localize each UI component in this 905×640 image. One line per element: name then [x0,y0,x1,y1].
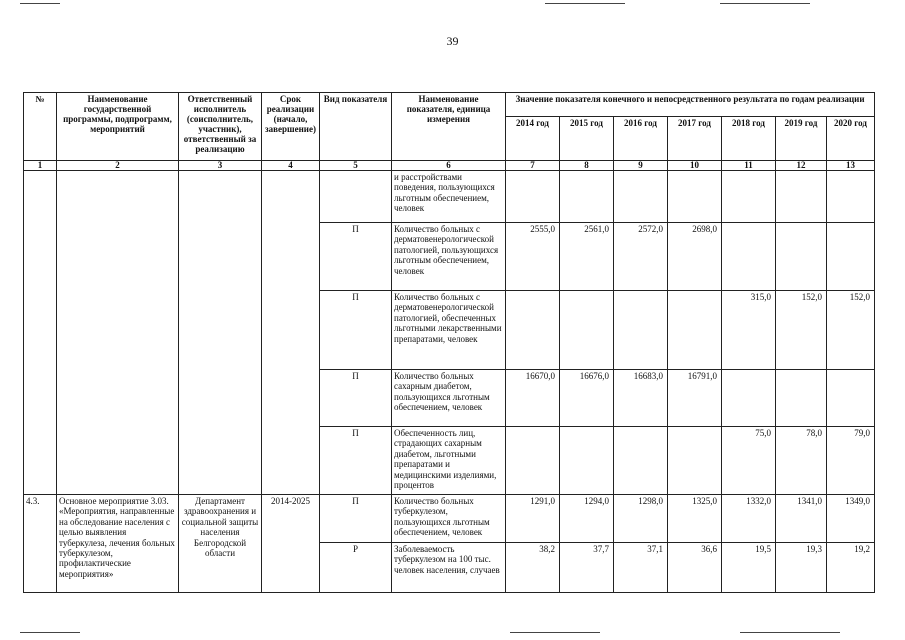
table-row [24,171,875,223]
cell-value [776,370,827,427]
column-number: 1 [24,161,57,171]
header-row-1 [24,93,875,117]
cell-value: 2555,0 [506,223,560,291]
cell-value: 1332,0 [722,495,776,543]
cell-value: 315,0 [722,291,776,370]
cell-value: 19,5 [722,543,776,593]
cell-value: 2561,0 [560,223,614,291]
cell-value: 1325,0 [668,495,722,543]
cell-indicator-type: П [320,495,392,543]
cell-indicator-name: Количество больных с дерматовенерологической патологией, обеспеченных льготными лекарственными препаратами, человек [392,291,506,370]
cell-section-name: Основное мероприятие 3.03. «Мероприятия, направленные на обследование населения с целью выявления туберкулеза, лечения больных туберкулезом, профилактические мероприятия» [57,495,179,593]
cell-indicator-name: и расстройствами поведения, пользующихся льготным обеспечением, человек [392,171,506,223]
column-number: 3 [179,161,262,171]
header-year: 2016 год [614,117,668,161]
top-rule-left [20,3,60,4]
cell-value [827,223,875,291]
column-number: 5 [320,161,392,171]
cell-value [722,223,776,291]
page-number: 39 [446,34,459,48]
cell-value [668,291,722,370]
cell-value [614,171,668,223]
header-executor: Ответственный исполнитель (соисполнитель, участник), ответственный за реализацию [179,93,262,161]
cell-value: 37,1 [614,543,668,593]
cell-value: 1291,0 [506,495,560,543]
cell-value: 19,3 [776,543,827,593]
cell-indicator-type: П [320,223,392,291]
cell-value: 16676,0 [560,370,614,427]
cell-executor-empty [179,171,262,495]
column-number: 6 [392,161,506,171]
cell-indicator-name: Заболеваемость туберкулезом на 100 тыс. человек населения, случаев [392,543,506,593]
header-year: 2020 год [827,117,875,161]
header-indicator-name: Наименование показателя, единица измерения [392,93,506,161]
cell-value: 2572,0 [614,223,668,291]
bottom-rule-right [740,632,840,633]
cell-value: 1349,0 [827,495,875,543]
header-year: 2017 год [668,117,722,161]
cell-indicator-name: Количество больных сахарным диабетом, пользующихся льготным обеспечением, человек [392,370,506,427]
cell-value [776,223,827,291]
cell-value: 79,0 [827,427,875,495]
cell-value: 37,7 [560,543,614,593]
cell-value [560,171,614,223]
column-number: 4 [262,161,320,171]
cell-indicator-name: Количество больных туберкулезом, пользующихся льготным обеспечением, человек [392,495,506,543]
header-values: Значение показателя конечного и непосредственного результата по годам реализации [506,93,875,117]
bottom-rule-left [20,632,80,633]
top-rule-right [720,3,810,4]
cell-indicator-type: Р [320,543,392,593]
top-rule-center [545,3,625,4]
cell-indicator-name: Обеспеченность лиц, страдающих сахарным диабетом, льготными препаратами и медицинскими изделиями, процентов [392,427,506,495]
cell-value [776,171,827,223]
header-year: 2019 год [776,117,827,161]
column-number: 2 [57,161,179,171]
cell-value: 152,0 [827,291,875,370]
cell-value: 16791,0 [668,370,722,427]
column-number: 13 [827,161,875,171]
header-year: 2018 год [722,117,776,161]
header-no: № [24,93,57,161]
cell-value [506,427,560,495]
cell-value [827,370,875,427]
cell-indicator-type: П [320,291,392,370]
cell-section-no: 4.3. [24,495,57,593]
table-row [24,495,875,543]
cell-value: 1298,0 [614,495,668,543]
cell-value [614,427,668,495]
header-year: 2015 год [560,117,614,161]
header-program-name: Наименование государственной программы, подпрограмм, мероприятий [57,93,179,161]
cell-section-term: 2014-2025 [262,495,320,593]
cell-term-empty [262,171,320,495]
column-number: 8 [560,161,614,171]
cell-value [506,171,560,223]
cell-value: 38,2 [506,543,560,593]
header-term: Срок реализации (начало, завершение) [262,93,320,161]
cell-value: 16683,0 [614,370,668,427]
indicators-table [23,92,875,593]
column-number: 7 [506,161,560,171]
cell-value [560,291,614,370]
cell-value [614,291,668,370]
bottom-rule-center [510,632,600,633]
cell-value [827,171,875,223]
column-number: 12 [776,161,827,171]
cell-value [722,370,776,427]
header-indicator-type: Вид показателя [320,93,392,161]
cell-indicator-type: П [320,370,392,427]
cell-value: 78,0 [776,427,827,495]
cell-indicator-type [320,171,392,223]
cell-value [560,427,614,495]
cell-value: 2698,0 [668,223,722,291]
cell-value: 1294,0 [560,495,614,543]
cell-value [722,171,776,223]
cell-value: 19,2 [827,543,875,593]
header-year: 2014 год [506,117,560,161]
cell-indicator-type: П [320,427,392,495]
cell-value [668,171,722,223]
cell-value: 152,0 [776,291,827,370]
cell-value [506,291,560,370]
column-number: 10 [668,161,722,171]
cell-no-empty [24,171,57,495]
cell-value: 36,6 [668,543,722,593]
cell-value: 75,0 [722,427,776,495]
column-number: 11 [722,161,776,171]
cell-section-executor: Департамент здравоохранения и социальной защиты населения Белгородской области [179,495,262,593]
cell-value: 16670,0 [506,370,560,427]
column-number: 9 [614,161,668,171]
cell-value [668,427,722,495]
column-numbers-row [24,161,875,171]
cell-name-empty [57,171,179,495]
cell-indicator-name: Количество больных с дерматовенерологической патологией, пользующихся льготным обеспечением, человек [392,223,506,291]
cell-value: 1341,0 [776,495,827,543]
